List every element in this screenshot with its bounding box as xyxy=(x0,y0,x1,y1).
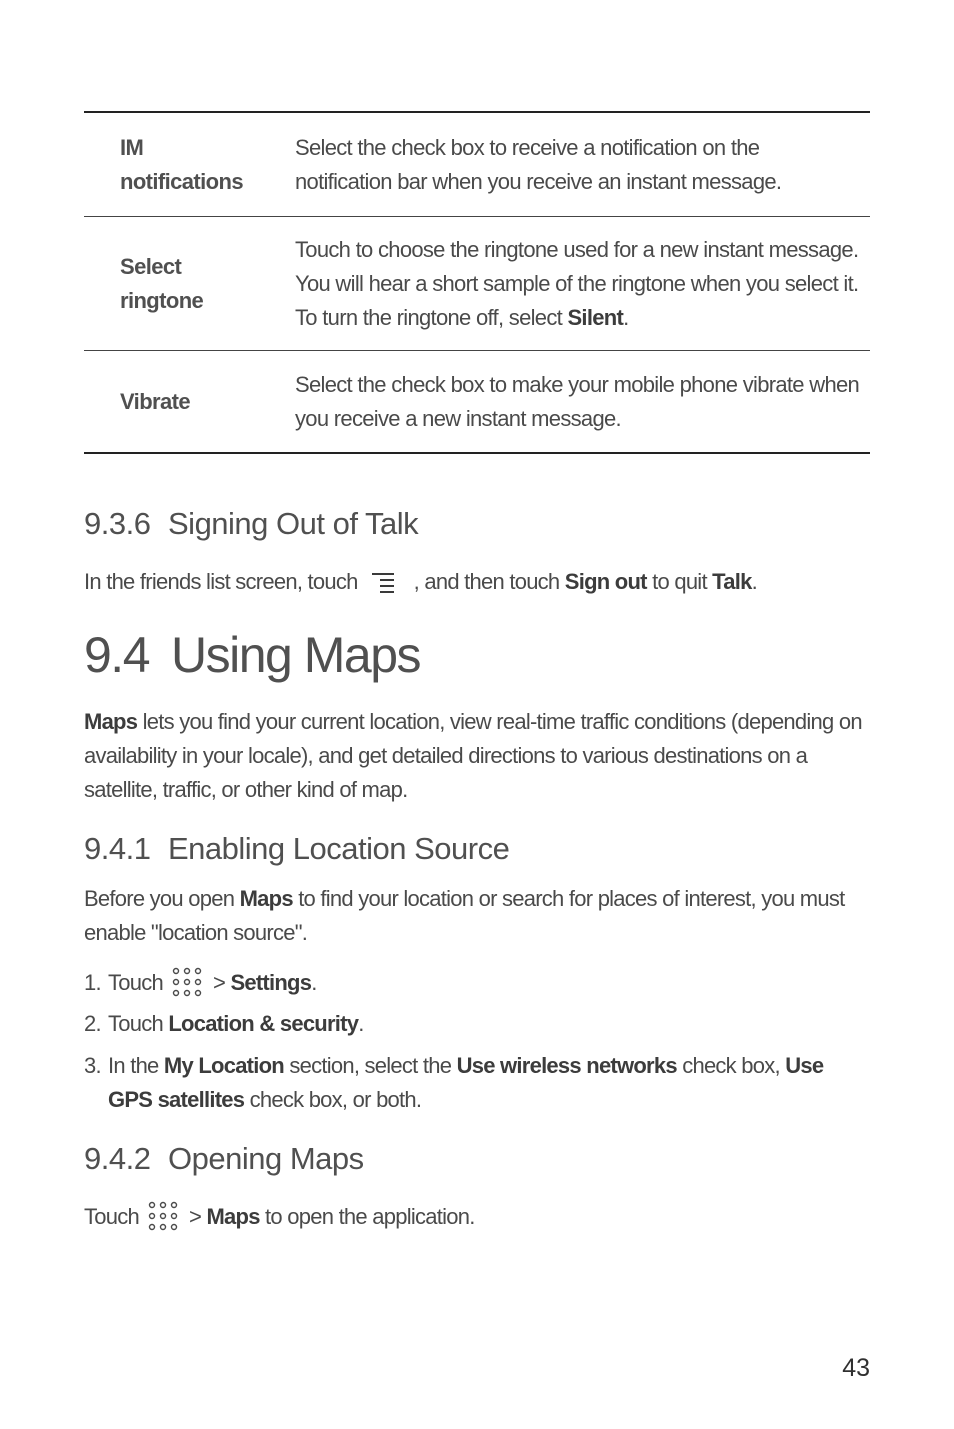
menu-icon xyxy=(372,571,402,595)
section-heading xyxy=(84,506,418,542)
step-bold: Use xyxy=(785,1053,824,1078)
step-bold: Use wireless networks xyxy=(456,1053,677,1078)
section-title: Opening Maps xyxy=(168,1141,364,1176)
section-title: Signing Out of Talk xyxy=(168,506,419,541)
list-item xyxy=(84,966,870,1000)
step-number: 2. xyxy=(84,1011,101,1036)
paragraph-bold: Maps xyxy=(84,709,138,734)
paragraph xyxy=(84,565,870,599)
section-number: 9.4.1 xyxy=(84,831,151,866)
paragraph xyxy=(84,705,870,807)
step-text: check box, xyxy=(676,1053,786,1078)
chapter-title: Using Maps xyxy=(171,627,421,683)
table-row xyxy=(84,351,870,452)
paragraph-bold: Talk xyxy=(712,569,752,594)
paragraph-bold: Maps xyxy=(206,1204,260,1229)
table-row xyxy=(84,113,870,217)
step-text: . xyxy=(311,970,317,995)
step-bold: My Location xyxy=(163,1053,284,1078)
chapter-number: 9.4 xyxy=(84,627,150,683)
setting-name xyxy=(84,250,295,318)
description-text: . xyxy=(623,304,629,330)
step-text: Touch xyxy=(108,970,163,995)
step-text: . xyxy=(358,1011,364,1036)
step-text: section, select the xyxy=(284,1053,457,1078)
settings-table xyxy=(84,111,870,454)
app-grid-icon xyxy=(147,1200,179,1232)
table-row xyxy=(84,217,870,351)
setting-description: Select the check box to receive a notification on the notification bar when you receive an instant message. xyxy=(295,134,782,194)
paragraph xyxy=(84,882,870,950)
chapter-heading xyxy=(84,626,420,684)
paragraph-bold: Maps xyxy=(239,886,293,911)
section-number: 9.3.6 xyxy=(84,506,151,541)
list-item xyxy=(84,1049,870,1117)
section-title: Enabling Location Source xyxy=(168,831,510,866)
paragraph-text: to find your location or search for places of interest, you must enable "location source". xyxy=(84,886,845,945)
paragraph xyxy=(84,1200,870,1234)
paragraph-text: to quit xyxy=(646,569,713,594)
step-continuation xyxy=(84,1083,870,1117)
paragraph-bold: Sign out xyxy=(564,569,647,594)
paragraph-text: Touch xyxy=(84,1204,139,1229)
paragraph-text: , and then touch xyxy=(413,569,565,594)
description-text: Touch to choose the ringtone used for a new instant message. You will hear a short sample of the ringtone when you select it. To turn the ringtone off, select xyxy=(295,236,859,330)
manual-page xyxy=(84,0,870,1429)
section-number: 9.4.2 xyxy=(84,1141,151,1176)
step-bold: Location & security xyxy=(168,1011,359,1036)
step-bold: Settings xyxy=(230,970,312,995)
setting-name: Vibrate xyxy=(120,388,190,414)
paragraph-text: Before you open xyxy=(84,886,240,911)
setting-name-line: ringtone xyxy=(120,287,204,313)
paragraph-text: lets you find your current location, view real-time traffic conditions (depending on availability in your locale), and get detailed directions to various destinations on a satellite, traffic, or other kind of map. xyxy=(84,709,862,802)
setting-name-line: IM xyxy=(120,134,144,160)
setting-name-line: Select xyxy=(120,253,182,279)
step-text: In the xyxy=(108,1053,164,1078)
paragraph-text: In the friends list screen, touch xyxy=(84,569,358,594)
step-bold: GPS satellites xyxy=(108,1087,245,1112)
page-number: 43 xyxy=(842,1354,870,1382)
setting-name-line: notifications xyxy=(120,168,243,194)
app-grid-icon xyxy=(171,966,203,998)
paragraph-text: . xyxy=(751,569,757,594)
setting-description: Select the check box to make your mobile phone vibrate when you receive a new instant message. xyxy=(295,371,860,431)
setting-description xyxy=(295,233,870,335)
step-text: Touch xyxy=(108,1011,169,1036)
list-item xyxy=(84,1007,870,1041)
step-text: > xyxy=(212,970,231,995)
step-text: check box, or both. xyxy=(244,1087,422,1112)
section-heading xyxy=(84,831,509,867)
paragraph-text: > xyxy=(188,1204,207,1229)
section-heading xyxy=(84,1141,364,1177)
setting-name xyxy=(84,131,295,199)
step-number: 3. xyxy=(84,1053,101,1078)
step-number: 1. xyxy=(84,970,101,995)
description-bold: Silent xyxy=(567,304,624,330)
paragraph-text: to open the application. xyxy=(259,1204,475,1229)
